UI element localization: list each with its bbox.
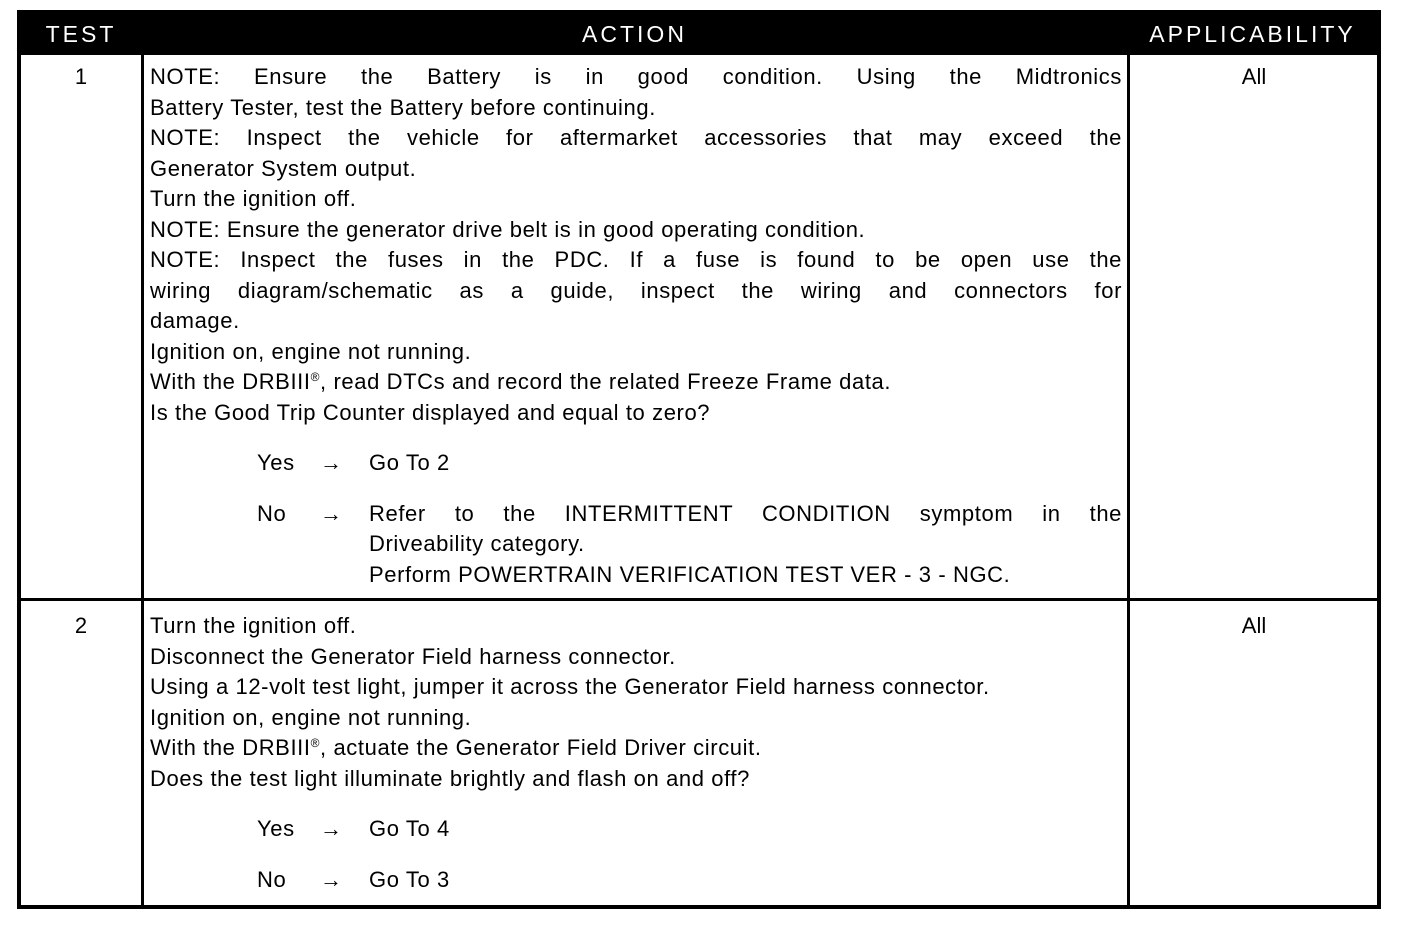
action-cell bbox=[150, 62, 1122, 590]
arrow-icon: → bbox=[320, 816, 343, 841]
yes-target: Go To 2 bbox=[369, 450, 450, 475]
registered-mark: ® bbox=[310, 736, 321, 750]
tool-name: With the DRBIII bbox=[150, 369, 311, 394]
target-line: Refer to the INTERMITTENT CONDITION symptom in the bbox=[369, 500, 1122, 526]
target-line: Driveability category. bbox=[369, 531, 585, 556]
no-target bbox=[369, 499, 1122, 591]
action-line: Is the Good Trip Counter displayed and equal to zero? bbox=[150, 399, 711, 425]
arrow-icon: → bbox=[320, 500, 343, 526]
yes-response bbox=[150, 448, 1122, 479]
column-divider bbox=[141, 55, 144, 905]
column-divider bbox=[1127, 55, 1130, 905]
action-line: Ignition on, engine not running. bbox=[150, 338, 472, 364]
test-number: 2 bbox=[74, 613, 88, 638]
test-number: 1 bbox=[74, 64, 88, 89]
action-line: NOTE: Inspect the fuses in the PDC. If a fuse is found to be open use the bbox=[150, 247, 1122, 272]
action-line: NOTE: Inspect the vehicle for aftermarket accessories that may exceed the bbox=[150, 125, 1122, 150]
yes-target: Go To 4 bbox=[369, 816, 450, 841]
no-label: No bbox=[257, 866, 287, 892]
action-line: Disconnect the Generator Field harness connector. bbox=[150, 643, 676, 669]
yes-label: Yes bbox=[257, 450, 295, 475]
action-line: wiring diagram/schematic as a guide, inspect the wiring and connectors for bbox=[150, 277, 1122, 303]
no-response bbox=[150, 499, 1122, 591]
header-action: ACTION bbox=[582, 21, 687, 47]
header-test: TEST bbox=[45, 21, 117, 47]
header-applicability: APPLICABILITY bbox=[1149, 21, 1356, 47]
action-line: NOTE: Ensure the Battery is in good condition. Using the Midtronics bbox=[150, 64, 1122, 89]
applicability-value: All bbox=[1241, 64, 1267, 89]
table-header bbox=[21, 14, 1377, 55]
action-text: , read DTCs and record the related Freeze Frame data. bbox=[320, 369, 892, 394]
arrow-icon: → bbox=[320, 450, 343, 475]
applicability-value: All bbox=[1241, 613, 1267, 638]
no-label: No bbox=[257, 500, 287, 526]
tool-name: With the DRBIII bbox=[150, 735, 311, 760]
yes-label: Yes bbox=[257, 816, 295, 841]
action-text: , actuate the Generator Field Driver circuit. bbox=[320, 735, 762, 760]
row-divider bbox=[21, 598, 1377, 601]
action-line: Does the test light illuminate brightly and flash on and off? bbox=[150, 765, 750, 791]
action-cell bbox=[150, 611, 1122, 895]
action-line: Generator System output. bbox=[150, 155, 417, 181]
action-line: Turn the ignition off. bbox=[150, 186, 357, 211]
action-line bbox=[150, 733, 1122, 764]
no-response bbox=[150, 865, 1122, 896]
action-line: Ignition on, engine not running. bbox=[150, 704, 472, 730]
test-table bbox=[17, 10, 1381, 909]
action-line bbox=[150, 367, 1122, 398]
action-line: damage. bbox=[150, 308, 240, 333]
action-line: Turn the ignition off. bbox=[150, 613, 357, 638]
action-line: NOTE: Ensure the generator drive belt is in good operating condition. bbox=[150, 216, 866, 242]
registered-mark: ® bbox=[310, 370, 321, 384]
arrow-icon: → bbox=[320, 866, 343, 892]
no-target: Go To 3 bbox=[369, 866, 450, 892]
target-line: Perform POWERTRAIN VERIFICATION TEST VER - 3 - NGC. bbox=[369, 561, 1011, 587]
action-line: Using a 12-volt test light, jumper it across the Generator Field harness connector. bbox=[150, 674, 990, 699]
action-line: Battery Tester, test the Battery before continuing. bbox=[150, 94, 656, 120]
yes-response bbox=[150, 814, 1122, 845]
